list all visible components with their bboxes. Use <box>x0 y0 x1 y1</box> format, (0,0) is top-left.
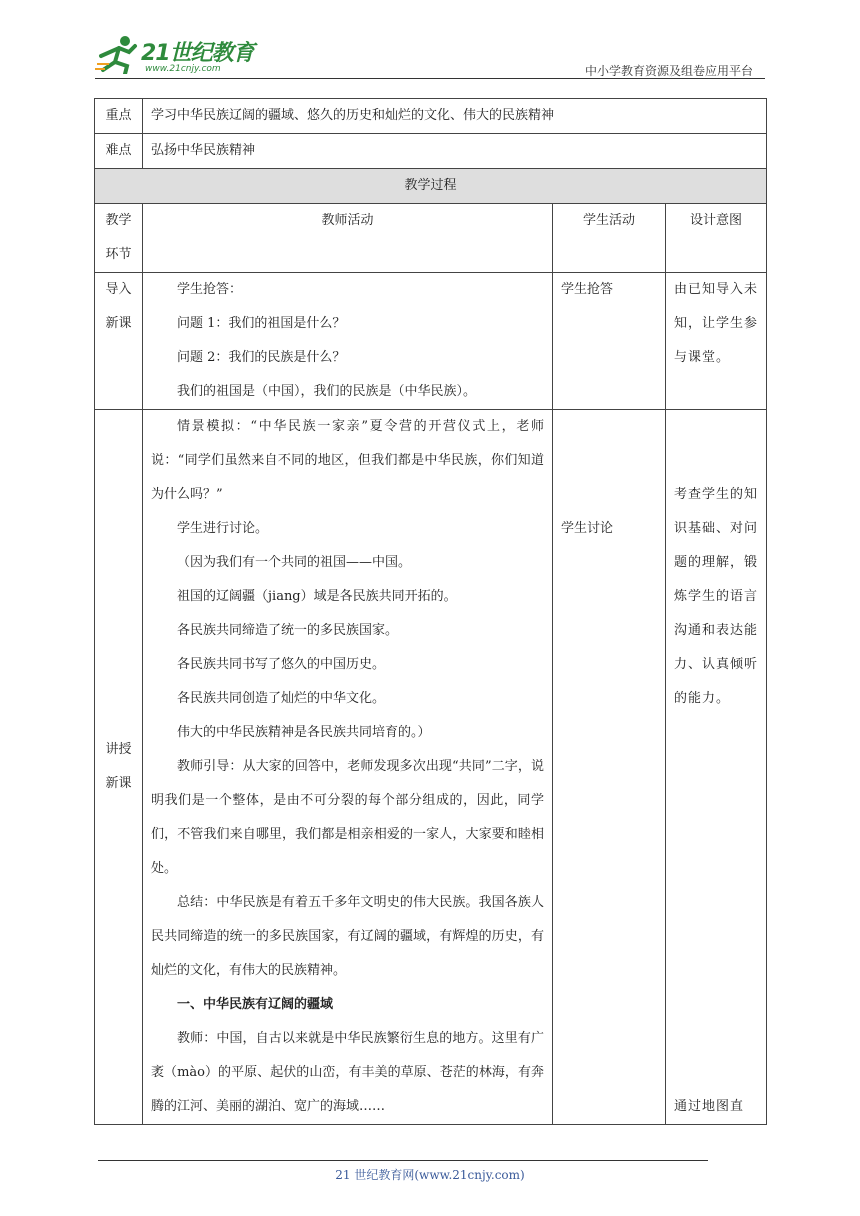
lesson-table <box>94 98 767 1125</box>
lecture-stage <box>95 410 143 1125</box>
lecture-stage-line-1: 讲授 <box>105 742 132 757</box>
process-title: 教学过程 <box>95 169 767 204</box>
stage-header <box>95 204 143 273</box>
logo <box>95 34 265 74</box>
next-intent-text: 通过地图直 <box>674 1099 745 1114</box>
key-text: 学习中华民族辽阔的疆域、悠久的历史和灿烂的文化、伟大的民族精神 <box>143 99 767 134</box>
lecture-teacher-paragraph: 祖国的辽阔疆（jiang）域是各民族共同开拓的。 <box>177 589 457 604</box>
stage-header-line-1: 教学 <box>105 213 132 228</box>
process-header-row <box>95 169 767 204</box>
intro-design-intent: 由已知导入未知，让学生参与课堂。 <box>666 273 767 410</box>
lecture-teacher-activity <box>143 410 553 1125</box>
lecture-intent-text: 考查学生的知识基础、对问题的理解，锻炼学生的语言沟通和表达能力、认真倾听的能力。 <box>674 487 759 706</box>
difficulty-text: 弘扬中华民族精神 <box>143 134 767 169</box>
footer-text: 21 世纪教育网(www.21cnjy.com) <box>335 1168 525 1182</box>
lecture-teacher-paragraph: 总结：中华民族是有着五千多年文明史的伟大民族。我国各族人民共同缔造的统一的多民族国家，有辽阔的疆域，有辉煌的历史，有灿烂的文化，有伟大的民族精神。 <box>151 895 544 978</box>
header-divider <box>95 78 765 79</box>
intro-teacher-activity <box>143 273 553 410</box>
lecture-design-intent <box>666 410 767 1125</box>
intro-stage-line-2: 新课 <box>105 316 132 331</box>
lecture-teacher-paragraph: 各民族共同书写了悠久的中国历史。 <box>177 657 386 672</box>
student-header: 学生活动 <box>553 204 666 273</box>
lecture-row <box>95 410 767 1125</box>
intro-teacher-line: 学生抢答： <box>177 282 243 297</box>
lecture-stage-line-2: 新课 <box>105 776 132 791</box>
lecture-student-activity: 学生讨论 <box>553 410 666 1125</box>
page-header <box>95 30 765 80</box>
lecture-teacher-paragraph: 学生进行讨论。 <box>177 521 269 536</box>
lecture-teacher-paragraph: 各民族共同创造了灿烂的中华文化。 <box>177 691 386 706</box>
teacher-header: 教师活动 <box>143 204 553 273</box>
lecture-teacher-paragraph: 教师：中国，自古以来就是中华民族繁衍生息的地方。这里有广袤（mào）的平原、起伏的山峦，有丰美的草原、苍茫的林海，有奔腾的江河、美丽的湖泊、宽广的海域…… <box>151 1031 544 1114</box>
lecture-teacher-paragraph: 教师引导：从大家的回答中，老师发现多次出现“共同”二字，说明我们是一个整体，是由不可分裂的每个部分组成的，因此，同学们，不管我们来自哪里，我们都是相亲相爱的一家人，大家要和睦相处。 <box>151 759 544 876</box>
intro-teacher-line: 我们的祖国是（中国），我们的民族是（中华民族）。 <box>177 384 477 399</box>
logo-url: www.21cnjy.com <box>145 64 221 74</box>
intent-header: 设计意图 <box>666 204 767 273</box>
intro-row <box>95 273 767 410</box>
lecture-teacher-paragraph: 伟大的中华民族精神是各民族共同培育的。） <box>177 725 431 740</box>
lecture-teacher-paragraph: 各民族共同缔造了统一的多民族国家。 <box>177 623 399 638</box>
platform-label: 中小学教育资源及组卷应用平台 <box>584 64 753 78</box>
difficulty-row <box>95 134 767 169</box>
footer-divider <box>98 1160 708 1161</box>
key-row <box>95 99 767 134</box>
intro-stage <box>95 273 143 410</box>
column-header-row <box>95 204 767 273</box>
logo-text: 21世纪教育 <box>141 41 254 66</box>
runner-logo-icon <box>95 34 141 74</box>
section-heading: 一、中华民族有辽阔的疆域 <box>177 997 334 1012</box>
key-label: 重点 <box>95 99 143 134</box>
intro-teacher-line: 问题 1：我们的祖国是什么？ <box>177 316 346 331</box>
lecture-teacher-paragraph: 情景模拟：“中华民族一家亲”夏令营的开营仪式上，老师说：“同学们虽然来自不同的地区，但我们都是中华民族，你们知道为什么吗？” <box>151 419 544 502</box>
stage-header-line-2: 环节 <box>105 247 132 262</box>
intro-stage-line-1: 导入 <box>105 282 132 297</box>
intro-student-activity: 学生抢答 <box>553 273 666 410</box>
intro-teacher-line: 问题 2：我们的民族是什么？ <box>177 350 346 365</box>
lecture-teacher-paragraph: （因为我们有一个共同的祖国——中国。 <box>177 555 412 570</box>
difficulty-label: 难点 <box>95 134 143 169</box>
